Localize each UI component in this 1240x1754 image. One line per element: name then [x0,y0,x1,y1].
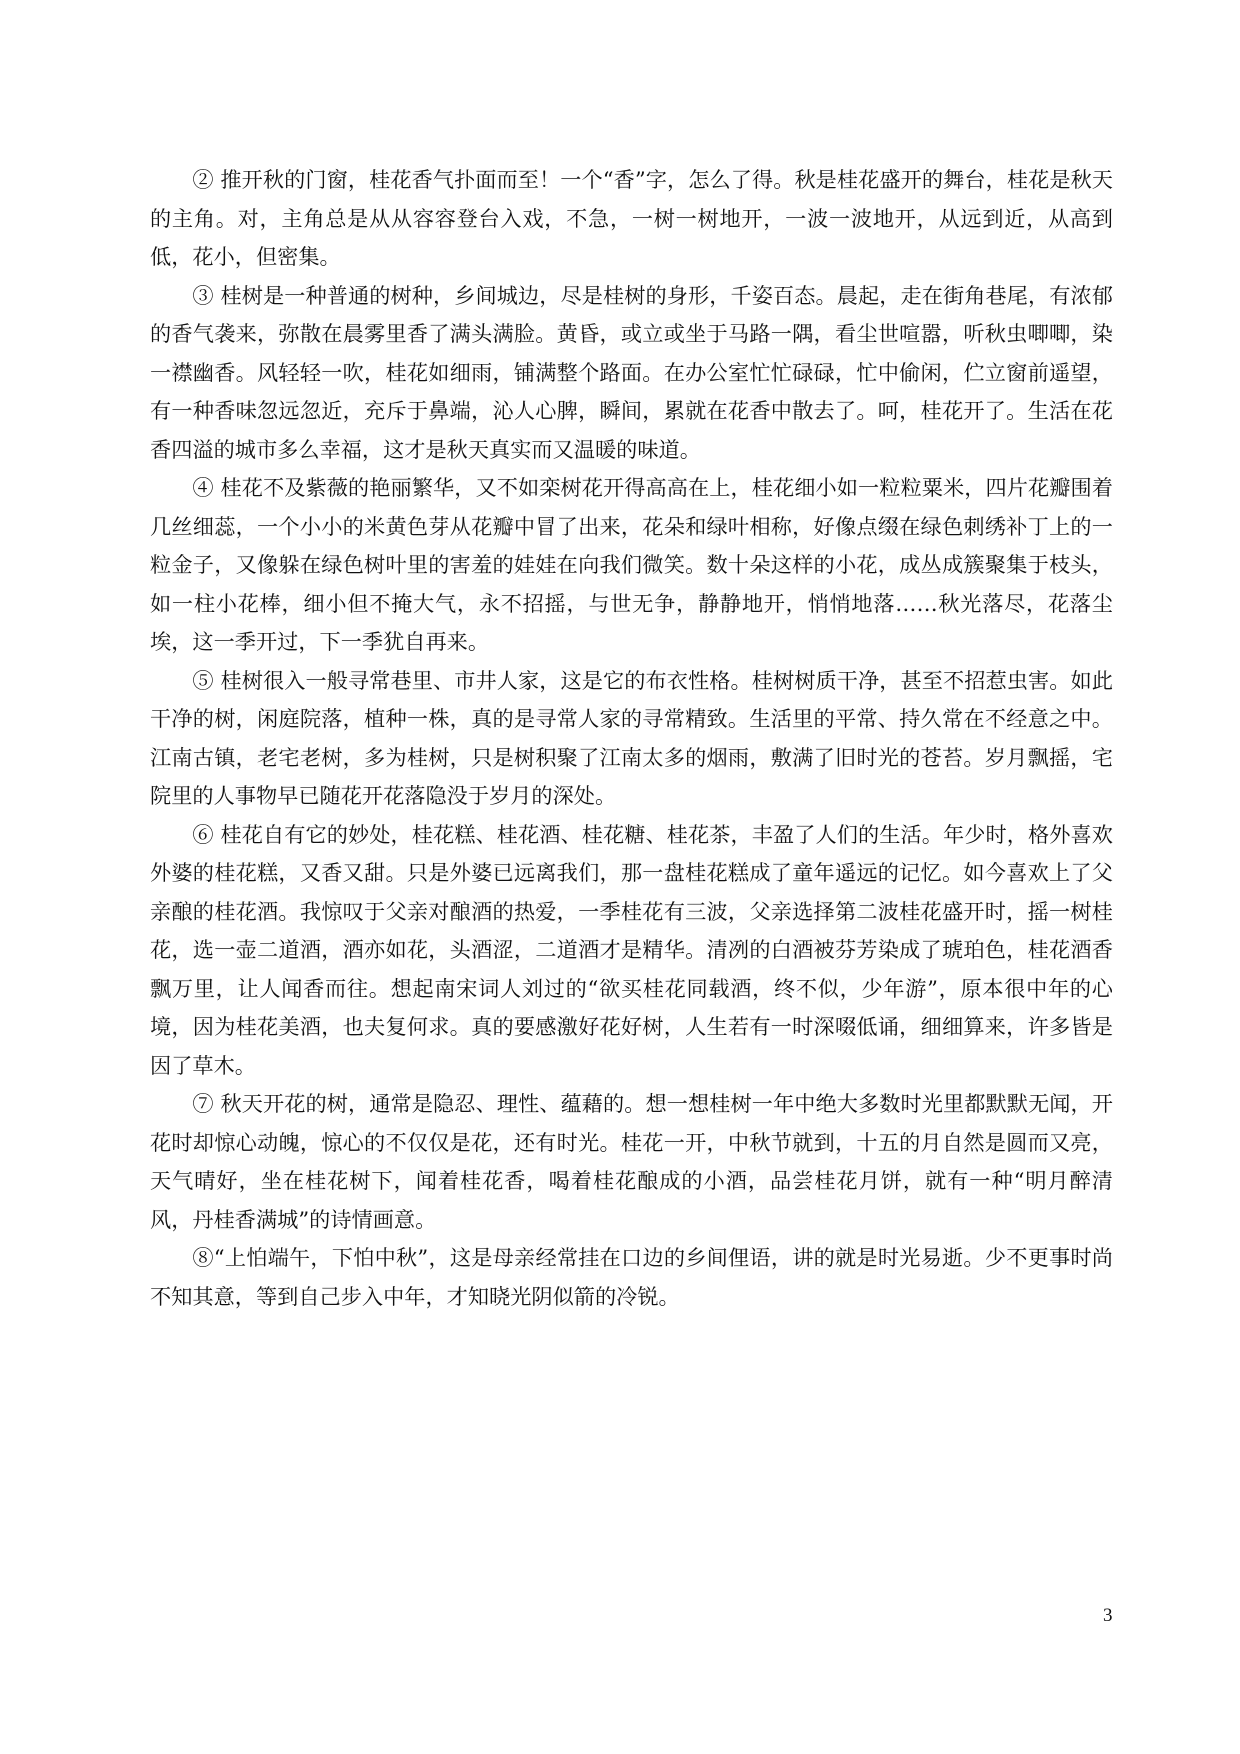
article-body [150,161,1113,1316]
paragraph-8: ⑧“上怕端午，下怕中秋”，这是母亲经常挂在口边的乡间俚语，讲的就是时光易逝。少不更事时尚不知其意，等到自己步入中年，才知晓光阴似箭的冷锐。 [150,1245,1113,1309]
paragraph-4: ④ 桂花不及紫薇的艳丽繁华，又不如栾树花开得高高在上，桂花细小如一粒粒粟米，四片花瓣围着几丝细蕊，一个小小的米黄色芽从花瓣中冒了出来，花朵和绿叶相称，好像点缀在绿色刺绣补丁上的一粒金子，又像躲在绿色树叶里的害羞的娃娃在向我们微笑。数十朵这样的小花，成丛成簇聚集于枝头，如一柱小花棒，细小但不掩大气，永不招摇，与世无争，静静地开，悄悄地落……秋光落尽，花落尘埃，这一季开过，下一季犹自再来。 [150,475,1113,654]
paragraph-6: ⑥ 桂花自有它的妙处，桂花糕、桂花酒、桂花糖、桂花茶，丰盈了人们的生活。年少时，格外喜欢外婆的桂花糕，又香又甜。只是外婆已远离我们，那一盘桂花糕成了童年遥远的记忆。如今喜欢上了父亲酿的桂花酒。我惊叹于父亲对酿酒的热爱，一季桂花有三波，父亲选择第二波桂花盛开时，摇一树桂花，选一壶二道酒，酒亦如花，头酒涩，二道酒才是精华。清冽的白酒被芬芳染成了琥珀色，桂花酒香飘万里，让人闻香而往。想起南宋词人刘过的“欲买桂花同载酒，终不似，少年游”，原本很中年的心境，因为桂花美酒，也夫复何求。真的要感激好花好树，人生若有一时深啜低诵，细细算来，许多皆是因了草木。 [150,821,1113,1078]
paragraph-5: ⑤ 桂树很入一般寻常巷里、市井人家，这是它的布衣性格。桂树树质干净，甚至不招惹虫害。如此干净的树，闲庭院落，植种一株，真的是寻常人家的寻常精致。生活里的平常、持久常在不经意之中。江南古镇，老宅老树，多为桂树，只是树积聚了江南太多的烟雨，敷满了旧时光的苍苔。岁月飘摇，宅院里的人事物早已随花开花落隐没于岁月的深处。 [150,667,1113,808]
paragraph-7: ⑦ 秋天开花的树，通常是隐忍、理性、蕴藉的。想一想桂树一年中绝大多数时光里都默默无闻，开花时却惊心动魄，惊心的不仅仅是花，还有时光。桂花一开，中秋节就到，十五的月自然是圆而又亮，天气晴好，坐在桂花树下，闻着桂花香，喝着桂花酿成的小酒，品尝桂花月饼，就有一种“明月醉清风，丹桂香满城”的诗情画意。 [150,1091,1113,1232]
paragraph-2: ② 推开秋的门窗，桂花香气扑面而至！一个“香”字，怎么了得。秋是桂花盛开的舞台，桂花是秋天的主角。对，主角总是从从容容登台入戏，不急，一树一树地开，一波一波地开，从远到近，从高到低，花小，但密集。 [150,167,1113,269]
page-number: 3 [1103,1605,1113,1626]
paragraph-3: ③ 桂树是一种普通的树种，乡间城边，尽是桂树的身形，千姿百态。晨起，走在街角巷尾，有浓郁的香气袭来，弥散在晨雾里香了满头满脸。黄昏，或立或坐于马路一隅，看尘世喧嚣，听秋虫唧唧，染一襟幽香。风轻轻一吹，桂花如细雨，铺满整个路面。在办公室忙忙碌碌，忙中偷闲，伫立窗前遥望，有一种香味忽远忽近，充斥于鼻端，沁人心脾，瞬间，累就在花香中散去了。呵，桂花开了。生活在花香四溢的城市多么幸福，这才是秋天真实而又温暖的味道。 [150,282,1113,462]
